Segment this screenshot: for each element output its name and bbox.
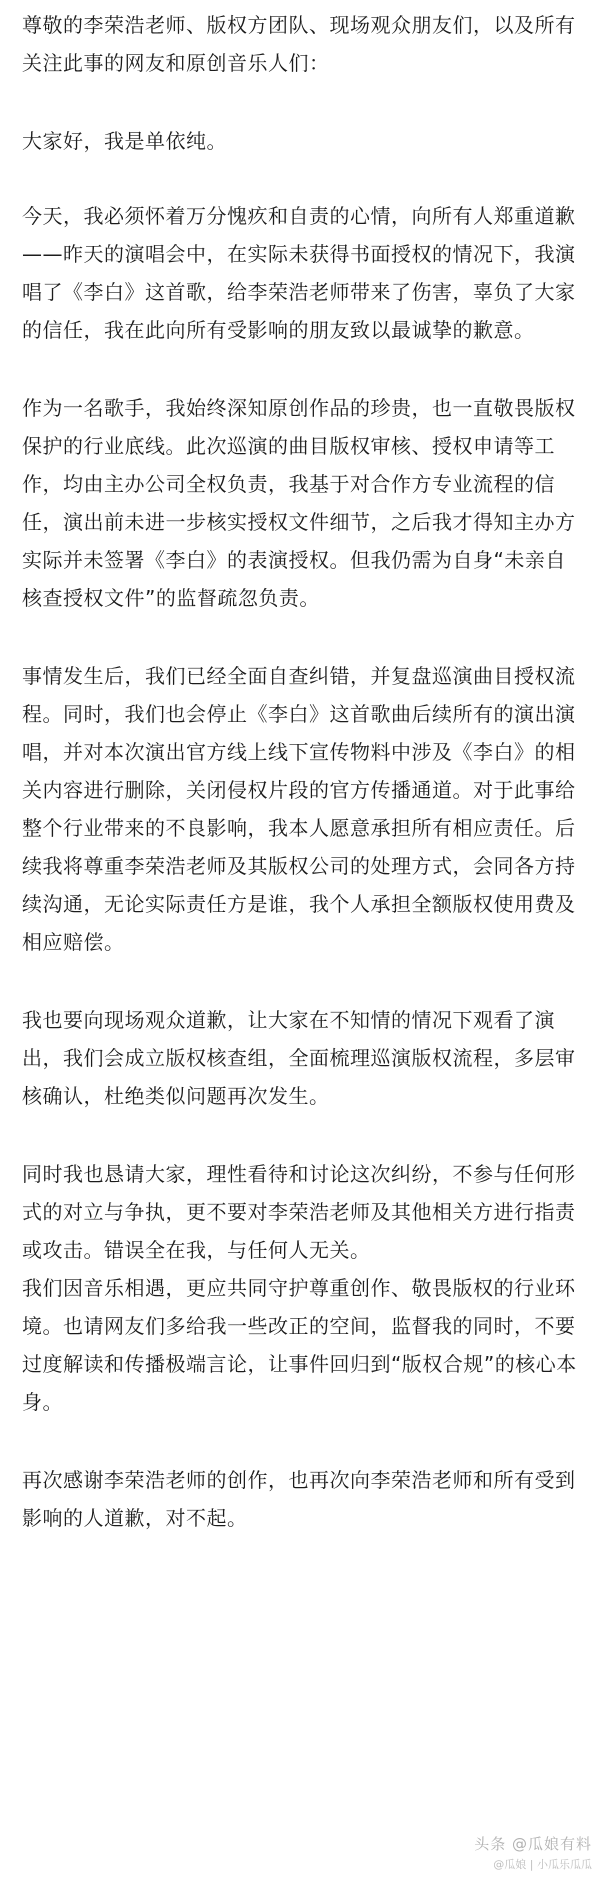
watermark-main: 头条 @瓜娘有料 — [474, 1835, 592, 1853]
paragraph-apology: 今天，我必须怀着万分愧疚和自责的心情，向所有人郑重道歉——昨天的演唱会中，在实际未获得书面授权的情况下，我演唱了《李白》这首歌，给李荣浩老师带来了伤害，辜负了大家的信任，我在此向所有受影响的朋友致以最诚挚的歉意。 — [22, 204, 576, 342]
paragraph-industry: 我们因音乐相遇，更应共同守护尊重创作、敬畏版权的行业环境。也请网友们多给我一些改正的空间，监督我的同时，不要过度解读和传播极端言论，让事件回归到“版权合规”的核心本身。 — [22, 1276, 577, 1414]
watermark — [474, 1833, 592, 1872]
greeting: 大家好，我是单依纯。 — [22, 129, 227, 153]
paragraph-explanation: 作为一名歌手，我始终深知原创作品的珍贵，也一直敬畏版权保护的行业底线。此次巡演的曲目版权审核、授权申请等工作，均由主办公司全权负责，我基于对合作方专业流程的信任，演出前未进一步核实授权文件细节，之后我才得知主办方实际并未签署《李白》的表演授权。但我仍需为自身“未亲自核查授权文件”的监督疏忽负责。 — [22, 396, 576, 610]
paragraph-actions: 事情发生后，我们已经全面自查纠错，并复盘巡演曲目授权流程。同时，我们也会停止《李白》这首歌曲后续所有的演出演唱，并对本次演出官方线上线下宣传物料中涉及《李白》的相关内容进行删除，关闭侵权片段的官方传播通道。对于此事给整个行业带来的不良影响，我本人愿意承担所有相应责任。后续我将尊重李荣浩老师及其版权公司的处理方式，会同各方持续沟通，无论实际责任方是谁，我个人承担全额版权使用费及相应赔偿。 — [22, 664, 576, 954]
salutation: 尊敬的李荣浩老师、版权方团队、现场观众朋友们，以及所有关注此事的网友和原创音乐人们： — [22, 13, 576, 75]
paragraph-audience-apology: 我也要向现场观众道歉，让大家在不知情的情况下观看了演出，我们会成立版权核查组，全面梳理巡演版权流程，多层审核确认，杜绝类似问题再次发生。 — [22, 1008, 576, 1108]
paragraph-closing: 再次感谢李荣浩老师的创作，也再次向李荣浩老师和所有受到影响的人道歉，对不起。 — [22, 1468, 576, 1530]
paragraph-request: 同时我也恳请大家，理性看待和讨论这次纠纷，不参与任何形式的对立与争执，更不要对李荣浩老师及其他相关方进行指责或攻击。错误全在我，与任何人无关。 — [22, 1162, 576, 1262]
watermark-sub: @瓜娘 | 小瓜乐瓜瓜 — [493, 1858, 592, 1871]
